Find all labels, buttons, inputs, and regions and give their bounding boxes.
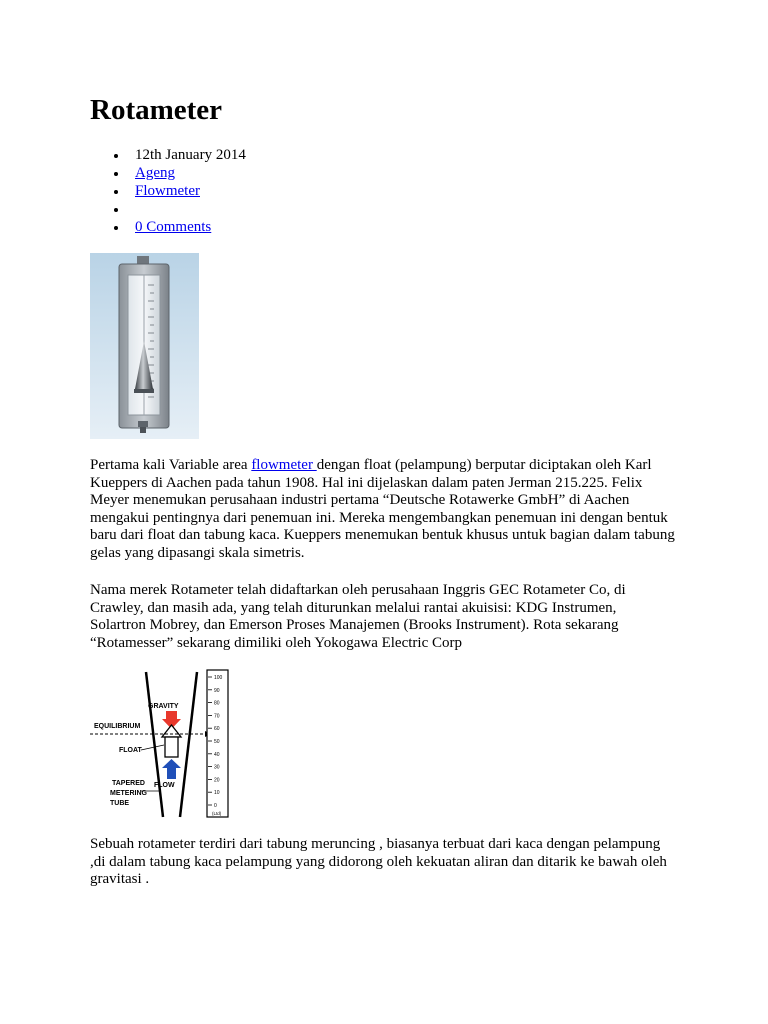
rotameter-diagram (90, 667, 232, 819)
scale-label: 30 (214, 764, 220, 771)
paragraph-3-line-3: gravitasi . (90, 871, 150, 888)
scale-label: 60 (214, 726, 220, 733)
paragraph-3 (90, 836, 690, 889)
scale-label: 50 (214, 739, 220, 745)
scale-label: 70 (214, 713, 220, 720)
metering-label: METERING (110, 790, 147, 797)
rotameter-photo (90, 253, 199, 439)
scale-label: 10 (214, 790, 220, 797)
flowmeter-link[interactable]: flowmeter (251, 457, 317, 473)
scale-unit-label: (Ltd) (212, 811, 222, 816)
scale-label: 20 (214, 777, 220, 784)
scale-label: 80 (214, 700, 220, 707)
tapered-label: TAPERED (112, 780, 145, 787)
paragraph-1-line-5: baru dari float dan tabung kaca. Kueppers menemukan bentuk khusus untuk bagian dalam tabung (90, 527, 675, 544)
tube-label: TUBE (110, 800, 130, 807)
meta-author (90, 164, 246, 182)
scale-label: 0 (214, 803, 217, 809)
float-label: FLOAT (119, 747, 142, 754)
gravity-label: GRAVITY (148, 703, 179, 710)
paragraph-1-line-2: Kueppers di Aachen pada tahun 1908. Hal ini dijelaskan dalam paten Jerman 215.225. Felix (90, 474, 643, 491)
comments-link[interactable]: 0 Comments (135, 219, 212, 235)
flow-label: FLOW (154, 782, 175, 789)
paragraph-1-line-3: Meyer menemukan perusahaan industri pertama “Deutsche Rotawerke GmbH” di Aachen (90, 492, 630, 509)
post-meta-list (90, 146, 246, 236)
paragraph-1-line-1 (90, 457, 690, 475)
paragraph-2 (90, 582, 690, 652)
scale-label: 100 (214, 675, 223, 681)
paragraph-2-line-1: Nama merek Rotameter telah didaftarkan oleh perusahaan Inggris GEC Rotameter Co, di (90, 582, 626, 598)
paragraph-3-line-1: Sebuah rotameter terdiri dari tabung meruncing , biasanya terbuat dari kaca dengan pelampung (90, 836, 661, 852)
meta-empty (90, 200, 246, 218)
equilibrium-label: EQUILIBRIUM (94, 723, 141, 730)
scale-label: 90 (214, 687, 220, 694)
paragraph-2-line-2: Crawley, dan masih ada, yang telah diturunkan melalui rantai akuisisi: KDG Instrumen, (90, 599, 617, 616)
paragraph-1 (90, 457, 690, 563)
scale-label: 40 (214, 751, 220, 758)
p1-line1-before: Pertama kali Variable area (90, 457, 252, 473)
meta-date (90, 146, 246, 164)
paragraph-3-line-2: ,di dalam tabung kaca pelampung yang didorong oleh kekuatan aliran dan ditarik ke bawah oleh (90, 853, 667, 870)
p1-line1-after: dengan float (pelampung) berputar diciptakan oleh Karl (316, 457, 652, 473)
paragraph-1-line-6: gelas yang dipasangi skala simetris. (90, 544, 305, 561)
paragraph-2-line-3: Solartron Mobrey, dan Emerson Proses Manajemen (Brooks Instrument). Rota sekarang (90, 617, 619, 634)
paragraph-1-line-4: mengakui pentingnya dari penemuan ini. Mereka mengembangkan penemuan ini dengan bentuk (90, 509, 668, 526)
category-link[interactable]: Flowmeter (135, 183, 200, 199)
author-link[interactable]: Ageng (135, 165, 175, 181)
paragraph-2-line-4: “Rotamesser” sekarang dimiliki oleh Yokogawa Electric Corp (90, 634, 462, 651)
date-text: 12th January 2014 (135, 147, 246, 163)
meta-comments (90, 218, 246, 236)
page-title: Rotameter (90, 94, 223, 126)
meta-category (90, 182, 246, 200)
